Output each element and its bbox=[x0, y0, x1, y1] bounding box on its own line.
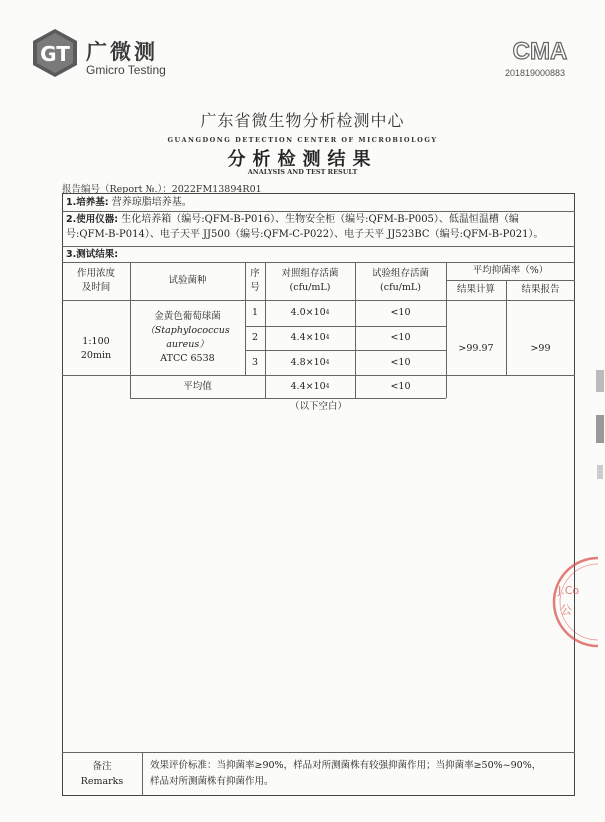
instruments-line2: 号:QFM-B-P014）、电子天平 JJ500（编号:QFM-C-P022）、电子天平 JJ523BC（编号:QFM-B-P021）。 bbox=[66, 229, 544, 240]
divider bbox=[62, 246, 575, 247]
header-concentration: 作用浓度 及时间 bbox=[76, 268, 115, 293]
divider bbox=[142, 752, 143, 796]
results-label: 3.测试结果: bbox=[66, 249, 119, 260]
table-row-control: 4.0×10 4 bbox=[290, 307, 330, 318]
page-edge-marks bbox=[590, 370, 605, 500]
rate-report-value: >99 bbox=[530, 343, 551, 354]
report-title-en: ANALYSIS AND TEST RESULT bbox=[247, 168, 358, 176]
table-row-seq: 1 bbox=[251, 307, 259, 318]
center-title-cn: 广东省微生物分析检测中心 bbox=[200, 111, 405, 130]
gmicro-logo-icon bbox=[30, 28, 80, 78]
table-row-test: <10 bbox=[390, 307, 411, 318]
blank-note: （以下空白） bbox=[289, 401, 347, 412]
svg-text:公: 公 bbox=[560, 603, 573, 617]
rate-calc-value: >99.97 bbox=[458, 343, 494, 354]
average-control: 4.4×10 4 bbox=[290, 380, 330, 392]
logo-letters: GT bbox=[40, 42, 70, 66]
header-seq: 序 号 bbox=[250, 268, 260, 293]
medium-label: 1.培养基: bbox=[66, 197, 109, 208]
report-title-cn: 分析检测结果 bbox=[227, 149, 378, 170]
header-rate: 平均抑菌率（%） bbox=[472, 265, 549, 276]
table-row-seq: 2 bbox=[251, 332, 259, 343]
svg-text:J.Co: J.Co bbox=[558, 584, 580, 597]
logo-chinese-name: 广微测 bbox=[86, 40, 158, 64]
medium-value: 营养琼脂培养基。 bbox=[111, 197, 192, 208]
table-row-seq: 3 bbox=[251, 356, 259, 368]
header-calc: 结果计算 bbox=[456, 284, 495, 295]
average-test: <10 bbox=[390, 380, 411, 392]
center-title-en: GUANGDONG DETECTION CENTER OF MICROBIOLOGY bbox=[167, 136, 438, 144]
concentration-time: 1:100 20min bbox=[80, 336, 112, 361]
cma-mark-icon bbox=[510, 35, 570, 65]
header-report: 结果报告 bbox=[521, 284, 560, 295]
cma-label: CMA bbox=[512, 38, 568, 65]
strain-name: 金黄色葡萄球菌 （Staphylococcus aureus） ATCC 6538 bbox=[145, 310, 230, 364]
table-row-test: <10 bbox=[390, 332, 411, 343]
logo-english-name: Gmicro Testing bbox=[86, 63, 166, 77]
header-test: 试验组存活菌 (cfu/mL) bbox=[371, 268, 429, 293]
table-row-control: 4.4×10 4 bbox=[290, 332, 330, 343]
official-stamp-icon bbox=[528, 552, 598, 652]
header-strain: 试验菌种 bbox=[168, 275, 207, 286]
remarks-text: 效果评价标准：当抑菌率≥90%，样品对所测菌株有较强抑菌作用；当抑菌率≥50%~90%， 样品对所测菌株有抑菌作用。 bbox=[150, 760, 542, 787]
remarks-label: 备注 Remarks bbox=[80, 761, 124, 787]
section-instruments bbox=[66, 212, 571, 242]
section-medium bbox=[66, 195, 192, 210]
instruments-label: 2.使用仪器: bbox=[66, 214, 119, 225]
table-row-test: <10 bbox=[390, 356, 411, 368]
cma-number: 201819000883 bbox=[505, 68, 566, 78]
section-results bbox=[66, 247, 118, 262]
average-label: 平均值 bbox=[183, 380, 212, 392]
report-number: 报告编号（Report №.）：2022FM13894R01 bbox=[62, 184, 262, 195]
header-control: 对照组存活菌 (cfu/mL) bbox=[281, 268, 339, 293]
table-row-control: 4.8×10 4 bbox=[290, 356, 330, 368]
instruments-line1: 生化培养箱（编号:QFM-B-P016）、生物安全柜（编号:QFM-B-P005）、低温恒温槽（编 bbox=[121, 214, 519, 225]
